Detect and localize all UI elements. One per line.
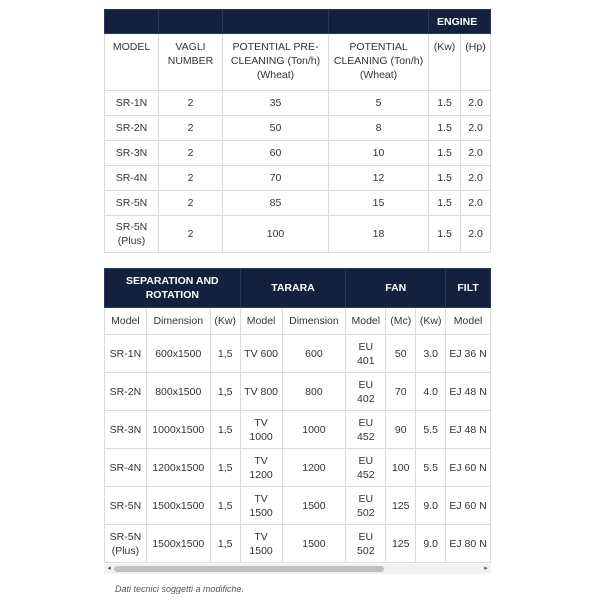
engine-specs-table	[104, 9, 491, 253]
table-row	[105, 141, 491, 166]
table-cell: 1500	[282, 525, 346, 563]
table-cell: 1.5	[429, 191, 461, 216]
table-cell: TV 1000	[240, 411, 282, 449]
fan-group-header: FAN	[346, 269, 446, 308]
table-cell: 8	[329, 116, 429, 141]
table-cell: 1,5	[210, 525, 240, 563]
table-cell: 9.0	[416, 487, 446, 525]
table-cell: 125	[386, 487, 416, 525]
table-cell: 3.0	[416, 335, 446, 373]
table-cell: 2	[159, 191, 223, 216]
table-cell: 1.5	[429, 141, 461, 166]
header-cell-empty	[223, 10, 329, 34]
scroll-right-arrow-icon[interactable]: ▸	[484, 565, 488, 572]
table-row	[105, 449, 491, 487]
header-row	[105, 10, 491, 34]
header-cell-empty	[159, 10, 223, 34]
column-header: Model	[240, 308, 282, 335]
table-cell: 2.0	[461, 91, 491, 116]
table-cell: EU 502	[346, 487, 386, 525]
column-header: Model	[346, 308, 386, 335]
table-cell: 1,5	[210, 373, 240, 411]
table-cell: 1000	[282, 411, 346, 449]
components-specs-table	[104, 268, 491, 563]
table-cell: 50	[386, 335, 416, 373]
table-cell: 800	[282, 373, 346, 411]
table-cell: SR-3N	[105, 141, 159, 166]
column-header: Model	[105, 308, 147, 335]
table-cell: 2.0	[461, 141, 491, 166]
table-cell: 1000x1500	[146, 411, 210, 449]
table-cell: 2.0	[461, 116, 491, 141]
table-row	[105, 166, 491, 191]
table-cell: SR-5N	[105, 191, 159, 216]
filter-group-header: FILT	[446, 269, 491, 308]
table-cell: 100	[386, 449, 416, 487]
table-row	[105, 373, 491, 411]
table-cell: EJ 60 N	[446, 487, 491, 525]
table-cell: 2	[159, 91, 223, 116]
column-header: Dimension	[146, 308, 210, 335]
table-cell: SR-4N	[105, 449, 147, 487]
column-header: POTENTIAL PRE-CLEANING (Ton/h) (Wheat)	[223, 34, 329, 91]
footnote: Dati tecnici soggetti a modifiche.	[115, 584, 245, 594]
table-row	[105, 91, 491, 116]
table-cell: TV 1200	[240, 449, 282, 487]
table-cell: 100	[223, 216, 329, 253]
header-cell-empty	[105, 10, 159, 34]
table-cell: 18	[329, 216, 429, 253]
table-cell: 70	[386, 373, 416, 411]
table-cell: EU 401	[346, 335, 386, 373]
tarara-group-header: TARARA	[240, 269, 346, 308]
table-cell: 2.0	[461, 216, 491, 253]
table-cell: 5	[329, 91, 429, 116]
table-cell: 800x1500	[146, 373, 210, 411]
table-cell: EJ 80 N	[446, 525, 491, 563]
table-cell: TV 600	[240, 335, 282, 373]
table-row	[105, 487, 491, 525]
separation-rotation-group-header: SEPARATION AND ROTATION	[105, 269, 241, 308]
column-header: MODEL	[105, 34, 159, 91]
table-cell: 1500	[282, 487, 346, 525]
table-cell: 50	[223, 116, 329, 141]
table-cell: 1.5	[429, 166, 461, 191]
table-cell: SR-4N	[105, 166, 159, 191]
table-cell: TV 1500	[240, 487, 282, 525]
table-cell: 1,5	[210, 449, 240, 487]
column-header: Model	[446, 308, 491, 335]
table-cell: SR-2N	[105, 373, 147, 411]
column-header: VAGLI NUMBER	[159, 34, 223, 91]
table-cell: 1.5	[429, 91, 461, 116]
column-header: Dimension	[282, 308, 346, 335]
table-cell: 1500x1500	[146, 487, 210, 525]
table-cell: 2	[159, 116, 223, 141]
table-cell: 1,5	[210, 487, 240, 525]
column-header: (Hp)	[461, 34, 491, 91]
table-cell: 4.0	[416, 373, 446, 411]
column-header: POTENTIAL CLEANING (Ton/h) (Wheat)	[329, 34, 429, 91]
table-cell: 1,5	[210, 335, 240, 373]
table-cell: 2	[159, 166, 223, 191]
engine-group-header: ENGINE	[429, 10, 491, 34]
table-cell: 10	[329, 141, 429, 166]
table-cell: EJ 60 N	[446, 449, 491, 487]
table-cell: EU 452	[346, 449, 386, 487]
table-cell: SR-3N	[105, 411, 147, 449]
horizontal-scrollbar[interactable]	[104, 564, 491, 574]
column-header-row	[105, 308, 491, 335]
table-cell: 60	[223, 141, 329, 166]
table-row	[105, 216, 491, 253]
table-cell: 2	[159, 141, 223, 166]
table-cell: EJ 48 N	[446, 411, 491, 449]
column-header: (Kw)	[429, 34, 461, 91]
table-cell: EJ 36 N	[446, 335, 491, 373]
table-cell: 2.0	[461, 166, 491, 191]
table-cell: SR-5N (Plus)	[105, 216, 159, 253]
table-cell: 1200x1500	[146, 449, 210, 487]
table-cell: EU 502	[346, 525, 386, 563]
scrollbar-thumb[interactable]	[114, 566, 384, 572]
table-cell: 600	[282, 335, 346, 373]
table-cell: 1500x1500	[146, 525, 210, 563]
components-table-scroll-container[interactable]	[104, 268, 491, 574]
table-row	[105, 191, 491, 216]
table-cell: 90	[386, 411, 416, 449]
table-row	[105, 411, 491, 449]
table-cell: SR-1N	[105, 335, 147, 373]
table-row	[105, 525, 491, 563]
table-row	[105, 116, 491, 141]
table-cell: 2	[159, 216, 223, 253]
column-header-row	[105, 34, 491, 91]
table-cell: EU 452	[346, 411, 386, 449]
table-cell: 9.0	[416, 525, 446, 563]
scroll-left-arrow-icon[interactable]: ◂	[107, 565, 111, 572]
table-cell: 600x1500	[146, 335, 210, 373]
table-cell: 12	[329, 166, 429, 191]
table-cell: 85	[223, 191, 329, 216]
table-cell: 5.5	[416, 411, 446, 449]
column-header: (Mc)	[386, 308, 416, 335]
column-header: (Kw)	[416, 308, 446, 335]
table-cell: 5.5	[416, 449, 446, 487]
table-cell: SR-2N	[105, 116, 159, 141]
table-cell: EU 402	[346, 373, 386, 411]
table-cell: 15	[329, 191, 429, 216]
table-cell: 1.5	[429, 116, 461, 141]
table-cell: 125	[386, 525, 416, 563]
table-row	[105, 335, 491, 373]
table-cell: 1200	[282, 449, 346, 487]
table-cell: SR-5N (Plus)	[105, 525, 147, 563]
table-cell: SR-5N	[105, 487, 147, 525]
table-cell: 35	[223, 91, 329, 116]
table-cell: 1.5	[429, 216, 461, 253]
table-cell: TV 1500	[240, 525, 282, 563]
table-cell: 2.0	[461, 191, 491, 216]
header-row	[105, 269, 491, 308]
table-cell: SR-1N	[105, 91, 159, 116]
table-cell: TV 800	[240, 373, 282, 411]
table-cell: 1,5	[210, 411, 240, 449]
table-cell: 70	[223, 166, 329, 191]
table-cell: EJ 48 N	[446, 373, 491, 411]
header-cell-empty	[329, 10, 429, 34]
column-header: (Kw)	[210, 308, 240, 335]
